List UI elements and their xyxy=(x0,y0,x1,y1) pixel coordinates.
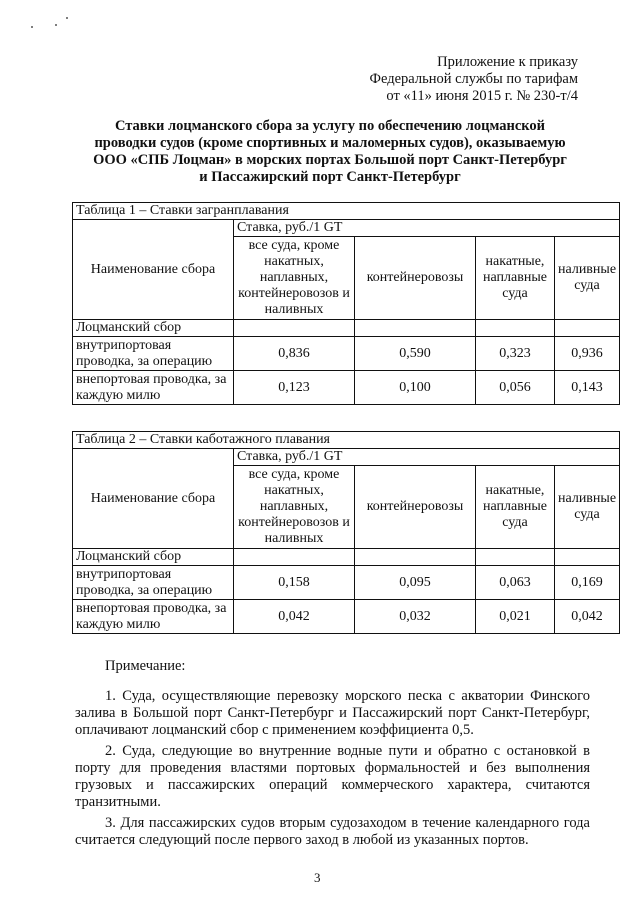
col-all-vessels: все суда, кроме накатных, наплавных, контейнеровозов и наливных xyxy=(234,466,355,549)
rate-value: 0,936 xyxy=(555,337,620,371)
col-container-ships: контейнеровозы xyxy=(355,466,476,549)
table-row xyxy=(73,566,620,600)
col-tankers: наливные суда xyxy=(555,466,620,549)
row-label: внепортовая проводка, за каждую милю xyxy=(73,371,234,405)
table-row xyxy=(73,337,620,371)
note-item: 3. Для пассажирских судов вторым судозаходом в течение календарного года считается следующий после первого заход в любой из указанных портов. xyxy=(75,815,590,848)
rate-value: 0,042 xyxy=(234,600,355,634)
section-label: Лоцманский сбор xyxy=(73,320,234,337)
col-roro-ships: накатные, наплавные суда xyxy=(476,237,555,320)
notes-list xyxy=(75,688,590,853)
row-label: внутрипортовая проводка, за операцию xyxy=(73,566,234,600)
rates-table-foreign xyxy=(72,202,620,405)
rate-value: 0,590 xyxy=(355,337,476,371)
col-roro-ships: накатные, наплавные суда xyxy=(476,466,555,549)
appendix-line: от «11» июня 2015 г. № 230-т/4 xyxy=(386,88,578,104)
note-item: 1. Суда, осуществляющие перевозку морского песка с акватории Финского залива в Большой порт Санкт-Петербург и Пассажирский порт Санкт-Петербург, оплачивают лоцманский сбор с применением коэффициента 0,5. xyxy=(75,688,590,738)
rate-value: 0,836 xyxy=(234,337,355,371)
section-label: Лоцманский сбор xyxy=(73,549,234,566)
rates-table-coastal xyxy=(72,431,620,634)
page-number: 3 xyxy=(314,870,321,885)
rate-value: 0,032 xyxy=(355,600,476,634)
col-tankers: наливные суда xyxy=(555,237,620,320)
rate-value: 0,056 xyxy=(476,371,555,405)
appendix-line: Приложение к приказу xyxy=(437,54,578,70)
rate-value: 0,021 xyxy=(476,600,555,634)
rate-value: 0,169 xyxy=(555,566,620,600)
notes-heading: Примечание: xyxy=(105,658,186,674)
fee-name-header: Наименование сбора xyxy=(73,220,234,320)
document-title xyxy=(70,118,590,186)
appendix-header xyxy=(330,54,578,105)
table-caption: Таблица 2 – Ставки каботажного плавания xyxy=(73,432,620,449)
rate-value: 0,143 xyxy=(555,371,620,405)
rate-header: Ставка, руб./1 GT xyxy=(234,220,620,237)
title-line: ООО «СПБ Лоцман» в морских портах Большой порт Санкт-Петербург xyxy=(93,152,567,168)
rate-value: 0,063 xyxy=(476,566,555,600)
col-container-ships: контейнеровозы xyxy=(355,237,476,320)
fee-name-header: Наименование сбора xyxy=(73,449,234,549)
rate-header: Ставка, руб./1 GT xyxy=(234,449,620,466)
rate-value: 0,042 xyxy=(555,600,620,634)
title-line: и Пассажирский порт Санкт-Петербург xyxy=(199,169,461,185)
table-row xyxy=(73,371,620,405)
rate-value: 0,100 xyxy=(355,371,476,405)
rate-value: 0,095 xyxy=(355,566,476,600)
rate-value: 0,323 xyxy=(476,337,555,371)
scan-speck xyxy=(55,24,57,26)
row-label: внутрипортовая проводка, за операцию xyxy=(73,337,234,371)
title-line: проводки судов (кроме спортивных и маломерных судов), оказываемую xyxy=(94,135,566,151)
col-all-vessels: все суда, кроме накатных, наплавных, контейнеровозов и наливных xyxy=(234,237,355,320)
scan-speck xyxy=(31,26,33,28)
row-label: внепортовая проводка, за каждую милю xyxy=(73,600,234,634)
note-item: 2. Суда, следующие во внутренние водные пути и обратно с остановкой в порту для проведения властями портовых формальностей и без выполнения грузовых и пассажирских операций коммерческого характера, считаются транзитными. xyxy=(75,743,590,810)
rate-value: 0,158 xyxy=(234,566,355,600)
rate-value: 0,123 xyxy=(234,371,355,405)
appendix-line: Федеральной службы по тарифам xyxy=(369,71,578,87)
title-line: Ставки лоцманского сбора за услугу по обеспечению лоцманской xyxy=(114,118,546,134)
table-caption: Таблица 1 – Ставки загранплавания xyxy=(73,203,620,220)
table-row xyxy=(73,600,620,634)
scan-speck xyxy=(66,17,68,19)
